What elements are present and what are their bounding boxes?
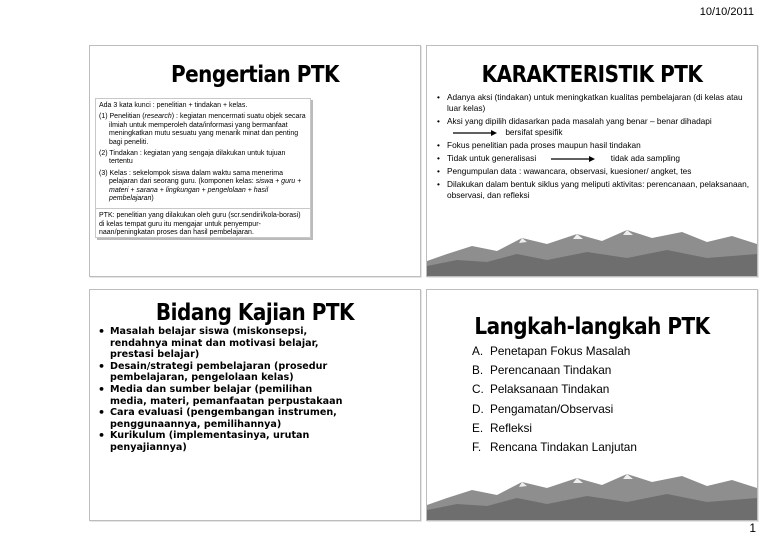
mountain-decoration (427, 460, 757, 520)
print-date: 10/10/2011 (699, 6, 754, 18)
characteristics-list (437, 92, 753, 203)
list-item: • Aksi yang dipilih didasarkan pada masalah yang benar – benar dihadapi bersifat spesifik (437, 116, 753, 138)
slide-title: Langkah-langkah PTK (474, 312, 710, 340)
list-item: • Tidak untuk generalisasi tidak ada sampling (437, 153, 753, 164)
definition-box: PTK: penelitian yang dilakukan oleh guru (scr.sendiri/kola-borasi) di kelas tempat guru itu mengajar untuk penyempur-naan/peningkatan proses dan hasil pembelajaran. (95, 208, 311, 238)
page-number: 1 (749, 521, 756, 535)
list-item: • Masalah belajar siswa (miskonsepsi, rendahnya minat dan motivasi belajar, prestasi belajar) (98, 326, 348, 361)
list-item: • Pengumpulan data : wawancara, observasi, kuesioner/ angket, tes (437, 166, 753, 177)
list-item: • Media dan sumber belajar (pemilihan media, materi, pemanfaatan perpustakaan (98, 384, 348, 407)
arrow-right-icon (453, 130, 497, 136)
list-item: (1) Penelitian (research) : kegiatan mencermati suatu objek secara ilmiah untuk memperoleh data/informasi yang bermanfaat meningkatkan mutu sesuatu yang menarik minat dan penting bagi peneliti. (99, 113, 306, 146)
list-item: (2) Tindakan : kegiatan yang sengaja dilakukan untuk tujuan tertentu (99, 150, 286, 166)
slide-title: KARAKTERISTIK PTK (481, 60, 703, 88)
slide-title: Pengertian PTK (170, 60, 340, 88)
list-item: B. Perencanaan Tindakan (472, 363, 612, 378)
list-item: E. Refleksi (472, 420, 532, 435)
list-item: • Fokus penelitian pada proses maupun hasil tindakan (437, 140, 753, 151)
list-item: C. Pelaksanaan Tindakan (472, 382, 610, 397)
key-terms-list (99, 113, 307, 203)
arrow-right-icon (544, 156, 602, 162)
list-item: (3) Kelas : sekelompok siswa dalam waktu sama menerima pelajaran dari seorang guru. (komponen kelas: siswa + guru + materi + sarana + lingkungan + pengelolaan + hasil pembelajaran) (99, 169, 302, 203)
study-areas-list (98, 326, 348, 454)
list-item: F. Rencana Tindakan Lanjutan (472, 440, 637, 455)
intro-text: Ada 3 kata kunci : penelitian + tindakan + kelas. (99, 102, 248, 109)
steps-list (472, 342, 637, 457)
slide-karakteristik-ptk (426, 45, 758, 277)
list-item: • Desain/strategi pembelajaran (prosedur pembelajaran, pengelolaan kelas) (98, 361, 348, 384)
slide-title: Bidang Kajian PTK (155, 298, 355, 326)
list-item: • Dilakukan dalam bentuk siklus yang meliputi aktivitas: perencanaan, pelaksanaan, observasi, dan refleksi (437, 179, 753, 201)
list-item: • Kurikulum (implementasinya, urutan penyajiannya) (98, 430, 348, 453)
slide-bidang-kajian-ptk (89, 289, 421, 521)
list-item: • Adanya aksi (tindakan) untuk meningkatkan kualitas pembelajaran (di kelas atau luar kelas) (437, 92, 753, 114)
slide-langkah-langkah-ptk (426, 289, 758, 521)
mountain-decoration (427, 216, 757, 276)
list-item: • Cara evaluasi (pengembangan instrumen, penggunaannya, pemilihannya) (98, 407, 348, 430)
list-item: D. Pengamatan/Observasi (472, 401, 614, 416)
slide-pengertian-ptk (89, 45, 421, 277)
list-item: A. Penetapan Fokus Masalah (472, 344, 631, 358)
